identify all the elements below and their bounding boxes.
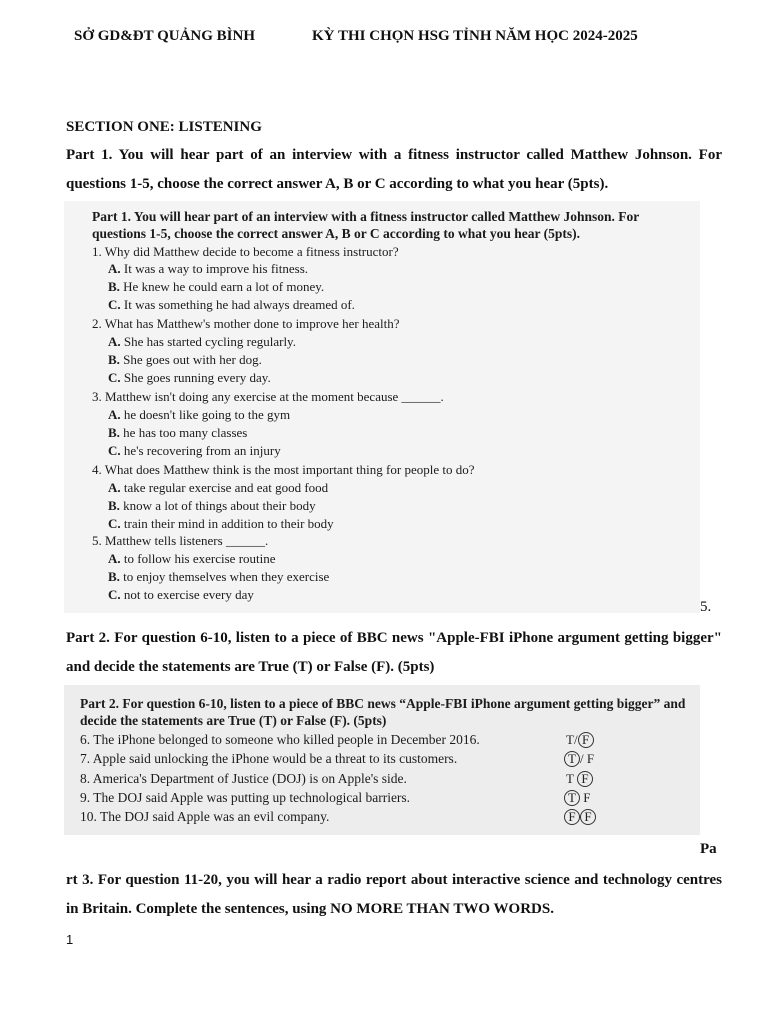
option-1a: A. It was a way to improve his fitness. [108, 261, 309, 276]
statement-7: 7. Apple said unlocking the iPhone would be a threat to its customers. [80, 751, 458, 766]
question-1: 1. Why did Matthew decide to become a fitness instructor? [92, 244, 399, 259]
part1-instructions: Part 1. You will hear part of an interview with a fitness instructor called Matthew Johnson. For questions 1-5, choose the correct answer A, B or C according to what you hear (5pts). [66, 147, 722, 192]
option-1b: B. He knew he could earn a lot of money. [108, 279, 325, 294]
stray-number: 5. [700, 599, 712, 615]
question-2: 2. What has Matthew's mother done to improve her health? [92, 316, 400, 331]
part3-heading-fragment: Pa [700, 841, 717, 857]
part1-scan-title: Part 1. You will hear part of an interview with a fitness instructor called Matthew Johnson. For questions 1-5, choose the correct answer A, B or C according to what you hear (5pts). [92, 209, 639, 241]
option-2b: B. She goes out with her dog. [108, 352, 262, 367]
part1-scanned-image [64, 201, 700, 613]
page-number: 1 [66, 932, 74, 947]
option-5b: B. to enjoy themselves when they exercise [108, 569, 330, 584]
tf-answer-7: T / F [564, 751, 594, 767]
question-4: 4. What does Matthew think is the most important thing for people to do? [92, 462, 475, 477]
option-5a: A. to follow his exercise routine [108, 551, 276, 566]
option-4b: B. know a lot of things about their body [108, 498, 316, 513]
question-3: 3. Matthew isn't doing any exercise at the moment because ______. [92, 389, 444, 404]
option-5c: C. not to exercise every day [108, 587, 254, 602]
section-title: SECTION ONE: LISTENING [66, 119, 262, 135]
tf-answer-9: T F [564, 790, 590, 806]
header-department: SỞ GD&ĐT QUẢNG BÌNH [74, 28, 255, 44]
option-2c: C. She goes running every day. [108, 370, 271, 385]
option-2a: A. She has started cycling regularly. [108, 334, 296, 349]
part2-scanned-image [64, 685, 700, 835]
part2-instructions: Part 2. For question 6-10, listen to a piece of BBC news "Apple-FBI iPhone argument getting bigger" and decide the statements are True (T) or False (F). (5pts) [66, 630, 722, 675]
tf-answer-10: F F [564, 809, 596, 825]
statement-10: 10. The DOJ said Apple was an evil company. [80, 809, 330, 824]
header-exam-title: KỲ THI CHỌN HSG TỈNH NĂM HỌC 2024-2025 [312, 28, 638, 44]
option-4c: C. train their mind in addition to their body [108, 516, 334, 531]
part2-scan-title: Part 2. For question 6-10, listen to a piece of BBC news “Apple-FBI iPhone argument getting bigger” and decide the statements are True (T) or False (F). (5pts) [80, 696, 686, 728]
option-3c: C. he's recovering from an injury [108, 443, 281, 458]
option-3a: A. he doesn't like going to the gym [108, 407, 291, 422]
statement-6: 6. The iPhone belonged to someone who killed people in December 2016. [80, 732, 480, 747]
option-1c: C. It was something he had always dreamed of. [108, 297, 355, 312]
tf-answer-6: T/ F [566, 732, 594, 748]
part3-instructions: rt 3. For question 11-20, you will hear a radio report about interactive science and technology centres in Britain. Complete the sentences, using NO MORE THAN TWO WORDS. [66, 872, 722, 917]
option-4a: A. take regular exercise and eat good food [108, 480, 329, 495]
statement-8: 8. America's Department of Justice (DOJ) is on Apple's side. [80, 771, 407, 786]
question-5: 5. Matthew tells listeners ______. [92, 533, 269, 548]
tf-answer-8: T F [566, 771, 593, 787]
option-3b: B. he has too many classes [108, 425, 248, 440]
statement-9: 9. The DOJ said Apple was putting up technological barriers. [80, 790, 411, 805]
